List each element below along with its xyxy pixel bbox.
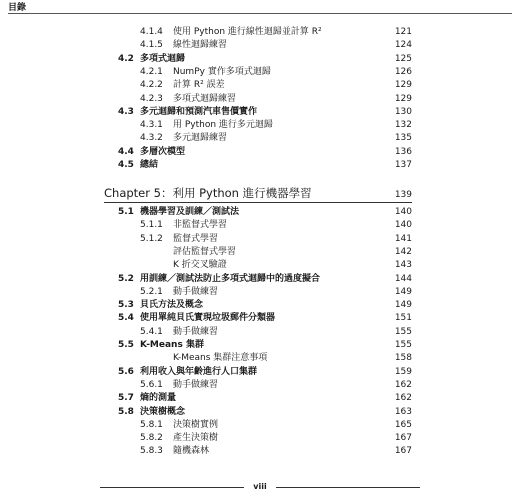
page-number: 144: [394, 273, 412, 284]
section-title: 多項式迴歸: [140, 53, 186, 64]
page-number: 140: [394, 220, 412, 231]
section-number: 5.6: [118, 366, 134, 377]
section-title: 隨機森林: [173, 446, 210, 457]
section-title: 多層次模型: [140, 146, 186, 157]
running-header: 目錄: [8, 3, 27, 13]
section-title: 總結: [140, 160, 159, 170]
section-number: 4.2: [118, 53, 134, 64]
section-title: K-Means 集群注意事項: [173, 353, 268, 364]
section-number: 5.8: [118, 406, 134, 417]
section-number: 5.4.1: [140, 326, 163, 337]
section-title: 熵的測量: [140, 393, 177, 404]
section-number: 4.2.2: [140, 80, 163, 91]
section-title: K-Means 集群: [140, 340, 204, 350]
page-number: 159: [394, 366, 412, 377]
section-title: 計算 R² 誤差: [173, 80, 225, 91]
page-number: 165: [394, 419, 412, 430]
section-number: 4.1.4: [140, 27, 163, 37]
section-title: NumPy 實作多項式迴歸: [173, 66, 271, 77]
section-title: 決策樹概念: [140, 406, 186, 417]
page-number: 151: [394, 313, 412, 324]
section-number: 4.4: [118, 146, 134, 157]
section-number: 4.1.5: [140, 40, 163, 51]
section-number: 5.5: [118, 340, 134, 350]
page-number: 158: [394, 353, 412, 364]
section-number: 5.1.1: [140, 220, 163, 231]
page-number: 140: [394, 207, 412, 217]
section-title: 使用 Python 進行線性迴歸並計算 R²: [173, 27, 322, 37]
page-number: 130: [394, 106, 412, 117]
section-number: 5.8.2: [140, 433, 163, 444]
page-number: 125: [394, 53, 412, 64]
page-number: 141: [394, 233, 412, 244]
section-title: 非監督式學習: [173, 220, 228, 231]
page-number: 126: [394, 66, 412, 77]
page-number: 137: [394, 160, 412, 170]
section-title: K 折交叉驗證: [173, 260, 227, 271]
page-number: 149: [394, 300, 412, 311]
section-number: 5.2.1: [140, 286, 163, 297]
section-number: 4.2.1: [140, 66, 163, 77]
section-number: 5.1: [118, 207, 134, 217]
section-number: 4.5: [118, 160, 134, 170]
section-number: 5.8.3: [140, 446, 163, 457]
section-title: 貝氏方法及概念: [140, 300, 204, 311]
page-number: 167: [394, 446, 412, 457]
page-number: 143: [394, 260, 412, 271]
section-title: 產生決策樹: [173, 433, 219, 444]
section-title: 動手做練習: [173, 379, 219, 390]
section-title: 監督式學習: [173, 233, 219, 244]
section-title: 用訓練／測試法防止多項式迴歸中的過度擬合: [140, 273, 321, 284]
page-number: 167: [394, 433, 412, 444]
page-number: 124: [394, 40, 412, 51]
section-title: 線性迴歸練習: [173, 40, 228, 51]
page-folio: viii: [244, 481, 276, 493]
page-number: 121: [394, 27, 412, 37]
page-number: 135: [394, 133, 412, 144]
page-number: 155: [394, 326, 412, 337]
page-number: 136: [394, 146, 412, 157]
section-number: 5.3: [118, 300, 134, 311]
page-number: 162: [394, 393, 412, 404]
section-number: 4.3: [118, 106, 134, 117]
page-number: 163: [394, 406, 412, 417]
section-number: 5.2: [118, 273, 134, 284]
page-number: 149: [394, 286, 412, 297]
section-title: 評估監督式學習: [173, 246, 237, 257]
page-number: 132: [394, 120, 412, 131]
section-title: 機器學習及訓練／測試法: [140, 207, 240, 217]
page-number: 162: [394, 379, 412, 390]
section-number: 5.6.1: [140, 379, 163, 390]
section-title: 多元迴歸練習: [173, 133, 228, 144]
section-title: 多項式迴歸練習: [173, 93, 237, 104]
section-number: 5.4: [118, 313, 134, 324]
section-number: 5.1.2: [140, 233, 163, 244]
section-title: 用 Python 進行多元迴歸: [173, 120, 273, 131]
section-title: 決策樹實例: [173, 419, 219, 430]
page-number: 142: [394, 246, 412, 257]
chapter-title: Chapter 5：利用 Python 進行機器學習: [104, 186, 312, 200]
chapter-heading: [104, 186, 412, 200]
page-number: 129: [394, 80, 412, 91]
page-number: 155: [394, 340, 412, 350]
chapter-page-number: 139: [394, 190, 412, 200]
section-title: 動手做練習: [173, 286, 219, 297]
chapter-rule: [104, 202, 412, 203]
section-number: 4.3.2: [140, 133, 163, 144]
section-title: 多元迴歸和預測汽車售價實作: [140, 106, 258, 117]
section-title: 利用收入與年齡進行人口集群: [140, 366, 258, 377]
section-number: 5.8.1: [140, 419, 163, 430]
section-title: 使用單純貝氏實現垃圾郵件分類器: [140, 313, 276, 324]
section-number: 4.3.1: [140, 120, 163, 131]
section-title: 動手做練習: [173, 326, 219, 337]
section-number: 5.7: [118, 393, 134, 404]
page-number: 129: [394, 93, 412, 104]
section-number: 4.2.3: [140, 93, 163, 104]
